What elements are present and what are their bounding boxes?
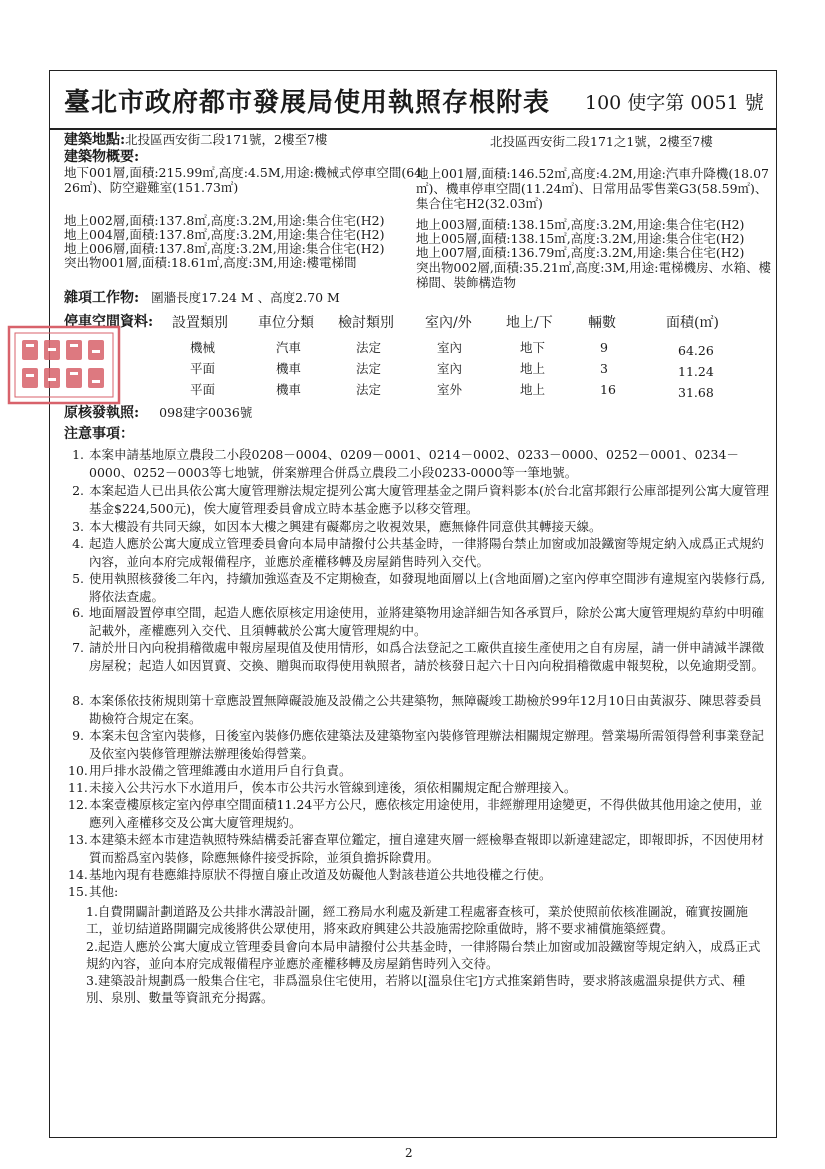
note-text: 基地內現有巷應維持原狀不得擅自廢止改道及妨礙他人對該巷道公共地役權之行使。 [89,867,552,882]
note-item [68,604,773,639]
note-item [68,639,773,674]
parking-cell: 地上 [520,382,546,397]
note-item [68,535,773,570]
parking-cell: 法定 [356,340,382,355]
overview-label: 建築物概要: [64,149,140,165]
overview-floor: 地上004層,面積:137.8㎡,高度:3.2M,用途:集合住宅(H2) [64,227,385,242]
parking-cell: 9 [600,340,608,355]
permit-number: 100 使字第 0051 號 [585,92,764,114]
parking-header: 面積(㎡) [666,315,719,331]
original-row [64,406,252,420]
note-item [68,762,773,780]
note-number: 12. [68,797,88,812]
note-number: 6. [72,605,84,620]
note-number: 14. [68,867,88,882]
overview-floor: 地上007層,面積:136.79㎡,高度:3.2M,用途:集合住宅(H2) [416,245,745,260]
parking-cell: 地上 [520,361,546,376]
note-number: 3. [72,519,84,534]
parking-header: 車位分類 [258,315,314,331]
parking-cell: 11.24 [678,364,714,379]
misc-row [64,291,340,305]
parking-cell: 機械 [190,340,216,355]
parking-cell: 機車 [276,361,302,376]
parking-cell: 64.26 [678,343,714,358]
note-number: 15. [68,884,88,899]
note-text: 本建築未經本市建造執照特殊結構委託審查單位鑑定，擅自違建夾層一經檢舉查報即以新違建認定，即報即拆，不因使用材質而豁爲室內裝修，除應無條件接受拆除，並須負擔拆除費用。 [89,832,765,865]
parking-cell: 法定 [356,361,382,376]
note-text: 本案壹樓原核定室內停車空間面積11.24平方公尺，應依核定用途使用，非經辦理用途變更，不得供做其他用途之使用，並應列入產權移交及公寓大廈管理規約。 [89,797,763,830]
page-number: 2 [405,1146,413,1160]
note-number: 5. [72,571,84,586]
note-text: 本案申請基地原立農段二小段0208－0004、0209－0001、0214－0002、0233－0000、0252－0001、0234－0000、0252－0003等七地號，併案辦理合併爲立農段二小段0233-0000等一筆地號。 [89,447,739,480]
note-item [68,831,773,866]
overview-f1: 地上001層,面積:146.52㎡,高度:4.2M,用途:汽車升降機(18.07㎡)、機車停車空間(11.24㎡)、日常用品零售業G3(58.59㎡)、集合住宅H2(32.03㎡) [416,166,769,211]
note-text: 本案起造人已出具依公寓大廈管理辦法規定提列公寓大廈管理基金之開戶資料影本(於台北富邦銀行公庫部提列公寓大廈管理基金$224,500元)，俟大廈管理委員會成立時本基金應予以移交管理。 [89,483,769,516]
overview-b1: 地下001層,面積:215.99㎡,高度:4.5M,用途:機械式停車空間(64. [64,165,427,180]
note-number: 8. [72,693,84,708]
note-item [68,570,773,605]
site-label: 建築地點: [64,132,126,148]
note-number: 2. [72,483,84,498]
note-number: 11. [68,780,88,795]
note-item [68,883,773,901]
parking-cell: 汽車 [276,340,302,355]
parking-cell: 機車 [276,382,302,397]
note-item [68,518,773,536]
other-sub-item: 2.起造人應於公寓大廈成立管理委員會向本局申請撥付公共基金時，一律將陽台禁止加窗或加設鐵窗等規定納入，成爲正式規約內容，並向本府完成報備程序並應於產權移轉及房屋銷售時列入交待。 [86,939,761,971]
parking-cell: 室內 [437,361,463,376]
note-number: 13. [68,832,88,847]
overview-floor: 地上003層,面積:138.15㎡,高度:3.2M,用途:集合住宅(H2) [416,217,745,232]
parking-header: 室內/外 [425,315,472,331]
parking-header: 地上/下 [506,315,553,331]
overview-roof2: 突出物002層,面積:35.21㎡,高度:3M,用途:電梯機房、水箱、樓梯間、裝飾構造物 [416,260,771,290]
note-item [68,779,773,797]
notes-label: 注意事項： [64,426,134,442]
parking-cell: 31.68 [678,385,714,400]
other-sub-item: 3.建築設計規劃爲一般集合住宅，非爲溫泉住宅使用，若將以[溫泉住宅]方式推案銷售時，要求將該處溫泉提供方式、種別、泉別、數量等資訊充分揭露。 [86,973,746,1005]
note-number: 9. [72,728,84,743]
note-text: 地面層設置停車空間，起造人應依原核定用途使用，並將建築物用途詳細告知各承買戶，除於公寓大廈管理規約草約中明確記載外，產權應列入交代、且須轉載於公寓大廈管理規約中。 [89,605,765,638]
note-number: 7. [72,640,84,655]
original-label: 原核發執照: [64,405,140,421]
original-value: 098建字0036號 [159,405,253,420]
note-item [68,692,773,727]
page-title: 臺北市政府都市發展局使用執照存根附表 [64,88,551,118]
overview-floor: 地上002層,面積:137.8㎡,高度:3.2M,用途:集合住宅(H2) [64,213,385,228]
overview-floor: 突出物001層,面積:18.61㎡,高度:3M,用途:樓電梯間 [64,255,357,270]
note-item [68,482,773,517]
parking-cell: 平面 [190,361,216,376]
parking-cell: 平面 [190,382,216,397]
note-number: 1. [72,447,84,462]
parking-cell: 法定 [356,382,382,397]
overview-floor: 地上006層,面積:137.8㎡,高度:3.2M,用途:集合住宅(H2) [64,241,385,256]
other-sub-item: 1.自費開闢計劃道路及公共排水溝設計圖，經工務局水利處及新建工程處審查核可，業於使照前依核准圖說，確實按圖施工，並切結道路開闢完成後將供公眾使用，將來政府興建公共設施需挖除重做時，將不要求補償施築經費。 [86,904,748,936]
note-number: 4. [72,536,84,551]
note-text: 用戶排水設備之管理維護由水道用戶自行負責。 [89,763,352,778]
overview-floor: 地上005層,面積:138.15㎡,高度:3.2M,用途:集合住宅(H2) [416,231,745,246]
parking-header: 輛數 [588,315,616,331]
note-item [68,446,773,481]
note-item [68,796,773,831]
note-text: 起造人應於公寓大廈成立管理委員會向本局申請撥付公共基金時，一律將陽台禁止加窗或加設鐵窗等規定納入成爲正式規約內容，並向本府完成報備程序，並應於產權移轉及房屋銷售時列入交代。 [89,536,765,569]
note-text: 未接入公共污水下水道用戶，俟本市公共污水管線到達後，須依相關規定配合辦理接入。 [89,780,577,795]
parking-cell: 3 [600,361,608,376]
parking-header: 檢討類別 [338,315,394,331]
note-text: 本大樓設有共同天線，如因本大樓之興建有礙鄰房之收視效果，應無條件同意供其轉接天線。 [89,519,602,534]
note-number: 10. [68,763,88,778]
misc-value: 圍牆長度17.24 M 、高度2.70 M [151,290,340,305]
overview-b1-cont: 26㎡)、防空避難室(151.73㎡) [64,180,239,195]
parking-cell: 室外 [437,382,463,397]
note-item [68,866,773,884]
site-address-right: 北投區西安街二段171之1號，2樓至7樓 [490,134,713,149]
parking-header: 設置類別 [172,315,228,331]
note-text: 使用執照核發後二年內，持續加強巡查及不定期檢查，如發現地面層以上(含地面層)之室內停車空間涉有違規室內裝修行爲,將依法查處。 [89,571,766,604]
note-text: 本案係依技術規則第十章應設置無障礙設施及設備之公共建築物，無障礙竣工勘檢於99年12月10日由黃淑芬、陳思蓉委員勘檢符合規定在案。 [89,693,762,726]
parking-cell: 16 [600,382,616,397]
parking-label: 停車空間資料: [64,314,154,330]
site-row [64,133,327,147]
red-seal-stamp [6,324,122,406]
note-text: 請於卅日內向稅捐稽徵處申報房屋現值及使用情形，如爲合法登記之工廠供直接生產使用之自有房屋，請一併申請減半課徵房屋稅；起造人如因買賣、交換、贈與而取得使用執照者，請於核發日起六十日內向稅捐稽徵處申報契稅，以免逾期受罰。 [89,640,765,673]
misc-label: 雜項工作物: [64,290,140,306]
parking-cell: 室內 [437,340,463,355]
note-text: 本案未包含室內裝修，日後室內裝修仍應依建築法及建築物室內裝修管理辦法相關規定辦理。營業場所需領得營利事業登記及依室內裝修管理辦法辦理後始得營業。 [89,728,765,761]
note-item [68,727,773,762]
site-address-left: 北投區西安街二段171號，2樓至7樓 [125,132,328,147]
note-text: 其他: [89,884,119,899]
parking-cell: 地下 [520,340,546,355]
